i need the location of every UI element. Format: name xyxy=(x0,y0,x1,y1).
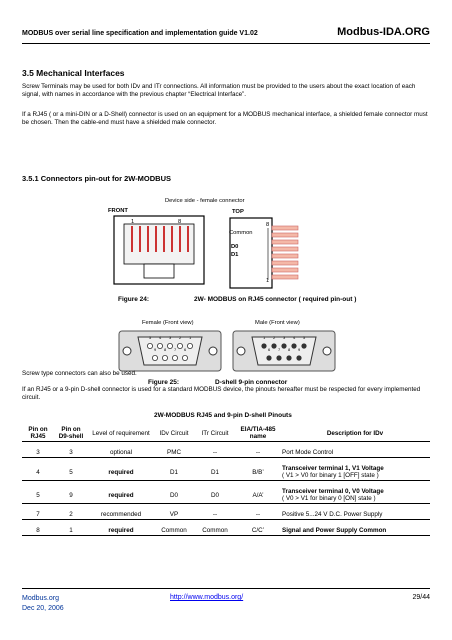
footer-org xyxy=(22,594,64,614)
header-org: Modbus-IDA.ORG xyxy=(337,26,430,38)
description-line: Transceiver terminal 1, V1 Voltage xyxy=(282,465,384,472)
cell-level: optional xyxy=(109,449,133,456)
pin8-label: 8 xyxy=(178,219,182,225)
common-label: Common xyxy=(229,230,253,236)
cell-description xyxy=(280,464,430,481)
description-line: Signal and Power Supply Common xyxy=(282,527,387,534)
cell-rj45: 8 xyxy=(36,527,40,534)
dshell-pin-number: 2 xyxy=(179,335,182,340)
cell-eia: A/A’ xyxy=(252,491,264,499)
header-eia: EIA/TIA-485 name xyxy=(240,426,276,440)
cell-d9: 9 xyxy=(69,491,73,499)
header-divider xyxy=(22,43,430,44)
cell-d9: 5 xyxy=(69,468,73,476)
cell-level: recommended xyxy=(100,511,142,518)
header-description: Description for IDv xyxy=(326,429,384,437)
cell-eia: C/C’ xyxy=(251,527,265,534)
cell-rj45: 7 xyxy=(36,511,40,518)
paragraph-pinouts: If an RJ45 or a 9-pin D-shell connector is used for a standard MODBUS device, the pinouts hereafter must be respected for every implemented circuit. xyxy=(22,386,421,401)
header-d9: Pin on D9-shell xyxy=(58,426,84,440)
cell-description xyxy=(280,526,430,536)
header-level: Level of requirement xyxy=(92,429,150,437)
male-front-label: Male (Front view) xyxy=(255,320,300,326)
cell-rj45: 5 xyxy=(36,491,40,499)
table-row xyxy=(22,464,430,481)
cell-description xyxy=(280,487,430,504)
cell-idv: PMC xyxy=(167,449,181,456)
top-label: TOP xyxy=(232,209,244,215)
dshell-pin-number: 9 xyxy=(154,347,157,352)
dshell-pin-number: 4 xyxy=(159,335,162,340)
footer-org-name: Modbus.org xyxy=(22,595,59,602)
table-row xyxy=(22,526,430,536)
figure-24-caption: 2W- MODBUS on RJ45 connector ( required pin-out ) xyxy=(194,296,357,303)
header-idv: IDv Circuit xyxy=(159,429,189,437)
dshell-pin-number: 6 xyxy=(184,347,187,352)
front-label: FRONT xyxy=(108,208,128,214)
cell-eia: -- xyxy=(255,449,261,456)
dshell-pin-number: 1 xyxy=(189,335,192,340)
cell-itr: Common xyxy=(202,527,228,534)
footer-date: Dec 20, 2006 xyxy=(22,605,64,612)
description-line: Positive 5...24 V D.C. Power Supply xyxy=(282,511,383,518)
paragraph-rj45: If a RJ45 ( or a mini-DIN or a D-Shell) connector is used on an equipment for a MODBUS mechanical interface, a shielded female connector must be chosen. Then the cable-end must have a shielded male connector. xyxy=(22,111,428,126)
figure-25-caption: D-shell 9-pin connector xyxy=(215,379,288,386)
figure-24-number: Figure 24: xyxy=(118,296,150,303)
cell-description xyxy=(280,448,430,458)
rj45-front-view xyxy=(110,208,210,288)
dshell-pin-number: 6 xyxy=(268,347,271,352)
header-itr: ITr Circuit xyxy=(201,429,229,437)
cell-rj45: 4 xyxy=(36,468,40,476)
cell-d9: 3 xyxy=(69,449,73,456)
cell-itr: -- xyxy=(212,511,218,518)
table-title: 2W-MODBUS RJ45 and 9-pin D-shell Pinouts xyxy=(154,412,292,419)
dshell-pin-number: 5 xyxy=(303,335,306,340)
cell-idv: VP xyxy=(169,511,179,518)
cell-itr: D1 xyxy=(210,468,220,476)
paragraph-screw-terminals: Screw Terminals may be used for both IDv and ITr connections. All information must be provided to the users about the exact location of each signal, with names in accordance with the previous chapter “Electrical Interface”. xyxy=(22,83,416,98)
d1-label: D1 xyxy=(231,252,239,258)
cell-d9: 1 xyxy=(69,527,73,534)
dshell-pin-number: 7 xyxy=(278,347,281,352)
subsection-title: 3.5.1 Connectors pin-out for 2W-MODBUS xyxy=(22,174,172,183)
cell-itr: D0 xyxy=(210,491,220,499)
dshell-pin-number: 7 xyxy=(174,347,177,352)
pinout-table xyxy=(22,425,430,542)
dshell-pin-number: 9 xyxy=(298,347,301,352)
footer-divider xyxy=(22,588,430,589)
footer-page-number: 29/44 xyxy=(412,594,430,601)
d0-label: D0 xyxy=(231,244,239,250)
pin1-label: 1 xyxy=(131,219,135,225)
section-title: 3.5 Mechanical Interfaces xyxy=(22,68,125,78)
header-title: MODBUS over serial line specification and implementation guide V1.02 xyxy=(22,30,258,37)
description-line: Transceiver terminal 0, V0 Voltage xyxy=(282,488,384,495)
dshell-pin-number: 5 xyxy=(149,335,152,340)
dshell-pin-number: 3 xyxy=(283,335,286,340)
description-line: Port Mode Control xyxy=(282,449,334,456)
dshell-pin-number: 8 xyxy=(164,347,167,352)
table-row xyxy=(22,510,430,520)
cell-level: required xyxy=(108,468,134,476)
footer-url-link[interactable]: http://www.modbus.org/ xyxy=(170,594,244,601)
cell-rj45: 3 xyxy=(36,449,40,456)
dshell-pin-number: 2 xyxy=(273,335,276,340)
table-row xyxy=(22,487,430,504)
cell-eia: -- xyxy=(255,511,261,518)
cell-description xyxy=(280,510,430,520)
dshell-pin-number: 3 xyxy=(169,335,172,340)
dshell-pin-number: 1 xyxy=(263,335,266,340)
cell-itr: -- xyxy=(212,449,218,456)
cell-idv: D1 xyxy=(169,468,179,476)
description-detail: ( V0 > V1 for binary 0 [ON] state ) xyxy=(282,495,376,502)
cell-level: required xyxy=(108,491,134,499)
cell-eia: B/B’ xyxy=(252,468,264,476)
dshell-pin-number: 4 xyxy=(293,335,296,340)
header-rj45: Pin on RJ45 xyxy=(28,426,48,440)
figure-25-number: Figure 25: xyxy=(148,379,180,386)
cell-idv: D0 xyxy=(169,491,179,499)
cell-idv: Common xyxy=(161,527,187,534)
dshell-pin-number: 8 xyxy=(288,347,291,352)
cell-level: required xyxy=(108,527,134,534)
cell-d9: 2 xyxy=(69,511,73,518)
side-pin8-label: 8 xyxy=(266,222,270,228)
description-detail: ( V1 > V0 for binary 1 [OFF] state ) xyxy=(282,472,379,479)
side-pin1-label: 1 xyxy=(266,278,270,284)
device-side-label: Device side - female connector xyxy=(165,198,245,204)
screw-note: Screw type connectors can also be used. xyxy=(22,370,137,377)
table-row xyxy=(22,448,430,458)
female-front-label: Female (Front view) xyxy=(142,320,194,326)
table-header-row xyxy=(22,425,430,442)
